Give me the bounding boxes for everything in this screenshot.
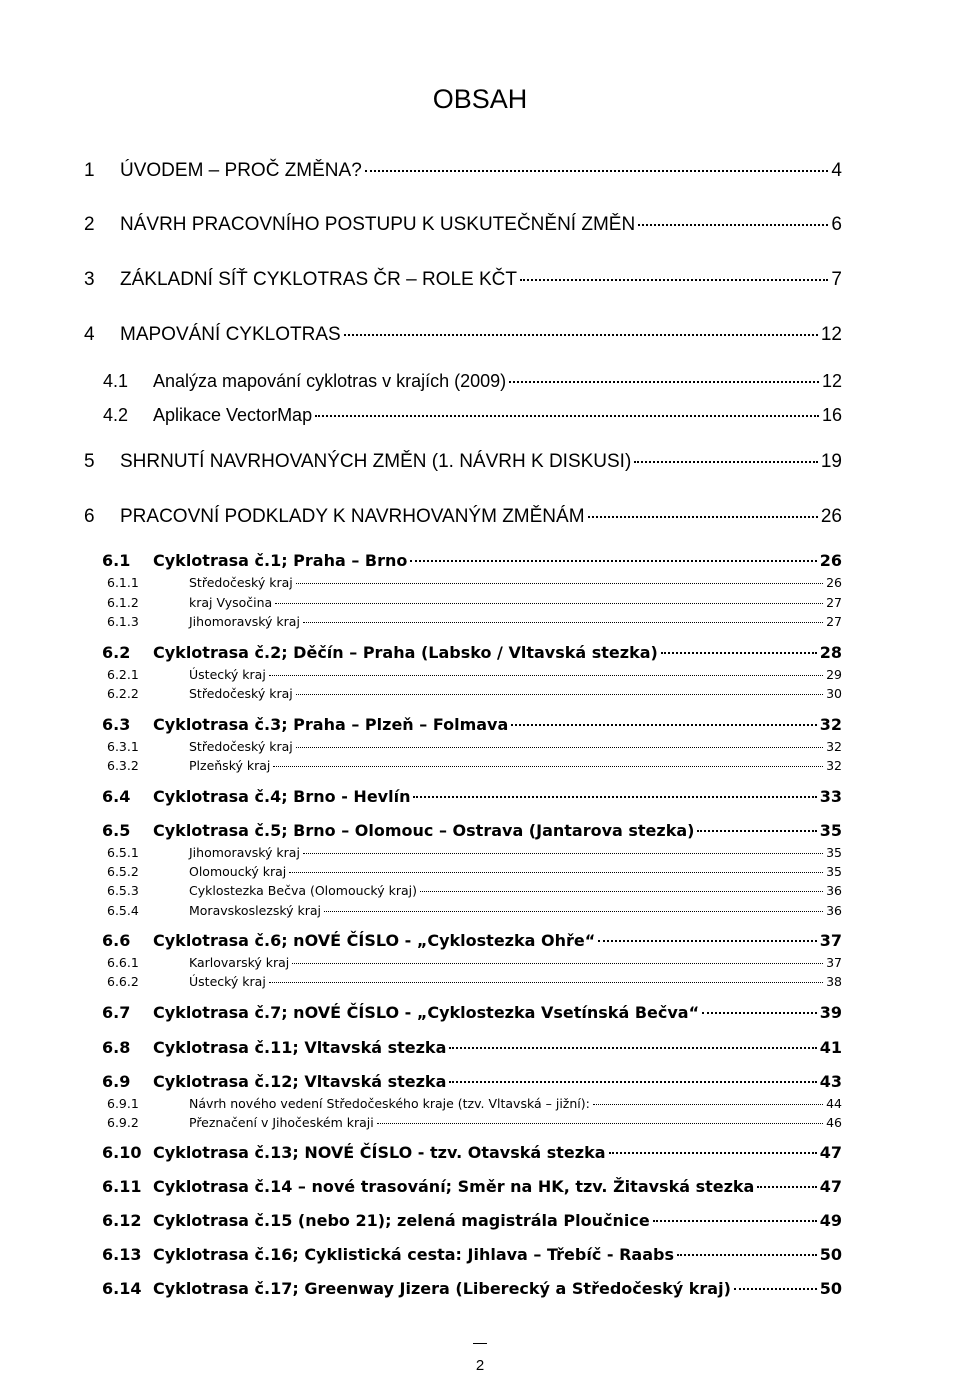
dot-leader: [634, 461, 818, 463]
dot-leader: [509, 381, 819, 383]
toc-entry-2[interactable]: [84, 214, 842, 236]
toc-entry-6-2-2[interactable]: [107, 686, 842, 701]
toc-page: 27: [826, 614, 842, 629]
toc-number: 6.1.3: [107, 614, 139, 629]
toc-number: 6.3.1: [107, 739, 139, 754]
toc-entry-6-3[interactable]: [102, 715, 842, 734]
toc-page: 26: [819, 551, 842, 570]
toc-entry-6-5-4[interactable]: [107, 903, 842, 918]
toc-title: Karlovarský kraj: [189, 955, 290, 970]
toc-title: Středočeský kraj: [189, 686, 293, 701]
toc-entry-6-5-1[interactable]: [107, 845, 842, 860]
toc-page: 41: [819, 1038, 842, 1057]
toc-title: Cyklotrasa č.11; Vltavská stezka: [153, 1038, 447, 1057]
toc-number: 6.7: [102, 1003, 131, 1022]
toc-number: 6.11: [102, 1177, 142, 1196]
toc-title: Cyklostezka Bečva (Olomoucký kraj): [189, 883, 417, 898]
toc-number: 4.2: [103, 405, 129, 425]
dot-leader: [449, 1047, 816, 1049]
dot-leader: [588, 516, 818, 518]
toc-title: PRACOVNÍ PODKLADY K NAVRHOVANÝM ZMĚNÁM: [120, 506, 585, 527]
dot-leader: [449, 1081, 816, 1083]
toc-number: 2: [84, 214, 95, 235]
toc-title: Olomoucký kraj: [189, 864, 287, 879]
toc-page: 19: [820, 451, 842, 472]
dot-leader: [410, 560, 816, 562]
dot-leader: [653, 1220, 817, 1222]
toc-page: 7: [831, 269, 842, 290]
dot-leader: [303, 622, 823, 623]
toc-entry-6-3-2[interactable]: [107, 758, 842, 773]
toc-entry-6-9-1[interactable]: [107, 1096, 842, 1111]
toc-number: 6.5.2: [107, 864, 139, 879]
toc-title: Analýza mapování cyklotras v krajích (2009): [153, 371, 507, 391]
toc-title: Středočeský kraj: [189, 575, 293, 590]
toc-page: 29: [826, 667, 842, 682]
dot-leader: [677, 1254, 817, 1256]
dot-leader: [520, 279, 828, 281]
toc-number: 6.6.2: [107, 974, 139, 989]
dot-leader: [413, 796, 816, 798]
toc-title: NÁVRH PRACOVNÍHO POSTUPU K USKUTEČNĚNÍ ZMĚN: [120, 214, 636, 235]
toc-entry-6-6[interactable]: [102, 931, 842, 950]
toc-title: Cyklotrasa č.13; NOVÉ ČÍSLO - tzv. Otavská stezka: [153, 1143, 606, 1162]
toc-title: Moravskoslezský kraj: [189, 903, 322, 918]
toc-number: 6.5: [102, 821, 131, 840]
toc-page: 35: [819, 821, 842, 840]
toc-number: 6.5.1: [107, 845, 139, 860]
toc-number: 4: [84, 324, 95, 345]
toc-page: 44: [826, 1096, 842, 1111]
toc-page: 32: [819, 715, 842, 734]
dot-leader: [292, 963, 823, 964]
toc-title: Cyklotrasa č.2; Děčín – Praha (Labsko / Vltavská stezka): [153, 643, 658, 662]
dot-leader: [315, 415, 819, 417]
toc-page: 12: [821, 371, 842, 391]
toc-entry-6-6-2[interactable]: [107, 974, 842, 989]
dot-leader: [420, 891, 823, 892]
page-title: OBSAH: [432, 84, 528, 114]
toc-number: 4.1: [103, 371, 129, 391]
toc-title: Cyklotrasa č.7; nOVÉ ČÍSLO - „Cyklostezka Vsetínská Bečva“: [153, 1003, 700, 1022]
toc-number: 3: [84, 269, 95, 290]
page-number: 2: [475, 1357, 485, 1374]
dot-leader: [275, 603, 823, 604]
dot-leader: [638, 224, 828, 226]
toc-entry-6-11[interactable]: [102, 1177, 842, 1196]
toc-entry-6-12[interactable]: [102, 1211, 842, 1230]
toc-title: Jihomoravský kraj: [189, 614, 300, 629]
toc-page: 33: [819, 787, 842, 806]
toc-number: 6.4: [102, 787, 131, 806]
toc-number: 6.9.2: [107, 1115, 139, 1130]
toc-entry-6-5[interactable]: [102, 821, 842, 840]
dot-leader: [303, 853, 823, 854]
dot-leader: [296, 747, 823, 748]
dot-leader: [702, 1012, 817, 1014]
toc-page: 35: [826, 864, 842, 879]
toc-page: 50: [819, 1279, 842, 1298]
toc-page: 37: [826, 955, 842, 970]
toc-number: 6.5.3: [107, 883, 139, 898]
toc-title: Návrh nového vedení Středočeského kraje (tzv. Vltavská – jižní):: [189, 1096, 590, 1111]
toc-page: 37: [819, 931, 842, 950]
dot-leader: [344, 334, 818, 336]
toc-page: 32: [826, 739, 842, 754]
toc-page: 35: [826, 845, 842, 860]
toc-entry-5[interactable]: [84, 451, 842, 473]
toc-entry-6-1[interactable]: [102, 551, 842, 570]
toc-title: kraj Vysočina: [189, 595, 273, 610]
toc-title: Ústecký kraj: [189, 667, 266, 682]
toc-number: 6.8: [102, 1038, 131, 1057]
toc-title: Středočeský kraj: [189, 739, 293, 754]
toc-page: 30: [826, 686, 842, 701]
toc-title: Ústecký kraj: [189, 974, 266, 989]
dot-leader: [273, 766, 823, 767]
toc-title: Cyklotrasa č.12; Vltavská stezka: [153, 1072, 447, 1091]
toc-title: MAPOVÁNÍ CYKLOTRAS: [120, 324, 341, 345]
toc-title: Cyklotrasa č.5; Brno – Olomouc – Ostrava (Jantarova stezka): [153, 821, 695, 840]
dot-leader: [365, 170, 829, 172]
toc-entry-4-1[interactable]: [103, 371, 842, 392]
toc-number: 6.12: [102, 1211, 142, 1230]
toc-entry-6-9[interactable]: [102, 1072, 842, 1091]
toc-entry-3[interactable]: [84, 269, 842, 291]
footer-rule: [473, 1343, 487, 1344]
toc-page: 32: [826, 758, 842, 773]
toc-number: 6.2: [102, 643, 131, 662]
toc-title: ÚVODEM – PROČ ZMĚNA?: [120, 160, 362, 181]
toc-entry-1[interactable]: [84, 160, 842, 182]
toc-entry-6-8[interactable]: [102, 1038, 842, 1057]
toc-title: Aplikace VectorMap: [153, 405, 313, 425]
toc-number: 6.3.2: [107, 758, 139, 773]
toc-number: 5: [84, 451, 95, 472]
toc-number: 6.1: [102, 551, 131, 570]
toc-entry-4[interactable]: [84, 324, 842, 346]
toc-title: Cyklotrasa č.15 (nebo 21); zelená magistrála Ploučnice: [153, 1211, 650, 1230]
toc-entry-6-10[interactable]: [102, 1143, 842, 1162]
dot-leader: [296, 583, 823, 584]
toc-page: 12: [820, 324, 842, 345]
dot-leader: [296, 694, 823, 695]
dot-leader: [757, 1186, 816, 1188]
toc-number: 6.6: [102, 931, 131, 950]
toc-title: Plzeňský kraj: [189, 758, 271, 773]
toc-number: 6.9.1: [107, 1096, 139, 1111]
dot-leader: [269, 675, 823, 676]
toc-number: 1: [84, 160, 95, 181]
toc-page: 28: [819, 643, 842, 662]
toc-title: ZÁKLADNÍ SÍŤ CYKLOTRAS ČR – ROLE KČT: [120, 269, 517, 290]
toc-entry-6[interactable]: [84, 506, 842, 528]
toc-page: 47: [819, 1143, 842, 1162]
toc-number: 6.5.4: [107, 903, 139, 918]
toc-title: Cyklotrasa č.4; Brno - Hevlín: [153, 787, 411, 806]
toc-number: 6: [84, 506, 95, 527]
toc-page: 49: [819, 1211, 842, 1230]
toc-entry-6-7[interactable]: [102, 1003, 842, 1022]
toc-number: 6.6.1: [107, 955, 139, 970]
dot-leader: [697, 830, 816, 832]
toc-page: 6: [831, 214, 842, 235]
dot-leader: [734, 1288, 817, 1290]
toc-page: 38: [826, 974, 842, 989]
toc-number: 6.2.2: [107, 686, 139, 701]
toc-number: 6.14: [102, 1279, 142, 1298]
toc-number: 6.3: [102, 715, 131, 734]
toc-entry-6-5-2[interactable]: [107, 864, 842, 879]
toc-entry-6-1-1[interactable]: [107, 575, 842, 590]
toc-page: 50: [819, 1245, 842, 1264]
toc-title: Cyklotrasa č.16; Cyklistická cesta: Jihlava – Třebíč - Raabs: [153, 1245, 674, 1264]
toc-entry-6-2[interactable]: [102, 643, 842, 662]
toc-title: Cyklotrasa č.3; Praha – Plzeň – Folmava: [153, 715, 509, 734]
toc-page: 39: [819, 1003, 842, 1022]
toc-entry-6-4[interactable]: [102, 787, 842, 806]
toc-entry-6-1-2[interactable]: [107, 595, 842, 610]
toc-entry-6-9-2[interactable]: [107, 1115, 842, 1130]
dot-leader: [661, 652, 817, 654]
toc-entry-6-3-1[interactable]: [107, 739, 842, 754]
toc-page: 36: [826, 883, 842, 898]
toc-page: 36: [826, 903, 842, 918]
toc-title: Přeznačení v Jihočeském kraji: [189, 1115, 374, 1130]
toc-entry-6-1-3[interactable]: [107, 614, 842, 629]
toc-page: 27: [826, 595, 842, 610]
toc-page: 26: [820, 506, 842, 527]
toc-entry-6-6-1[interactable]: [107, 955, 842, 970]
toc-title: Jihomoravský kraj: [189, 845, 300, 860]
toc-number: 6.1.1: [107, 575, 139, 590]
toc-page: 46: [826, 1115, 842, 1130]
toc-title: Cyklotrasa č.6; nOVÉ ČÍSLO - „Cyklostezka Ohře“: [153, 931, 596, 950]
toc-number: 6.13: [102, 1245, 142, 1264]
toc-number: 6.10: [102, 1143, 142, 1162]
toc-page: 26: [826, 575, 842, 590]
dot-leader: [269, 982, 823, 983]
toc-page: 16: [821, 405, 842, 425]
toc-number: 6.2.1: [107, 667, 139, 682]
toc-entry-4-2[interactable]: [103, 405, 842, 426]
dot-leader: [289, 872, 823, 873]
toc-page: 4: [831, 160, 842, 181]
toc-number: 6.1.2: [107, 595, 139, 610]
toc-entry-6-14[interactable]: [102, 1279, 842, 1298]
dot-leader: [377, 1123, 823, 1124]
toc-title: Cyklotrasa č.14 – nové trasování; Směr na HK, tzv. Žitavská stezka: [153, 1177, 755, 1196]
toc-title: SHRNUTÍ NAVRHOVANÝCH ZMĚN (1. NÁVRH K DISKUSI): [120, 451, 632, 472]
toc-entry-6-2-1[interactable]: [107, 667, 842, 682]
toc-title: Cyklotrasa č.17; Greenway Jizera (Liberecký a Středočeský kraj): [153, 1279, 731, 1298]
toc-title: Cyklotrasa č.1; Praha – Brno: [153, 551, 408, 570]
toc-page: 43: [819, 1072, 842, 1091]
dot-leader: [511, 724, 816, 726]
toc-entry-6-5-3[interactable]: [107, 883, 842, 898]
toc-number: 6.9: [102, 1072, 131, 1091]
dot-leader: [593, 1104, 823, 1105]
dot-leader: [324, 911, 823, 912]
dot-leader: [609, 1152, 817, 1154]
dot-leader: [598, 940, 816, 942]
toc-page: 47: [819, 1177, 842, 1196]
toc-entry-6-13[interactable]: [102, 1245, 842, 1264]
